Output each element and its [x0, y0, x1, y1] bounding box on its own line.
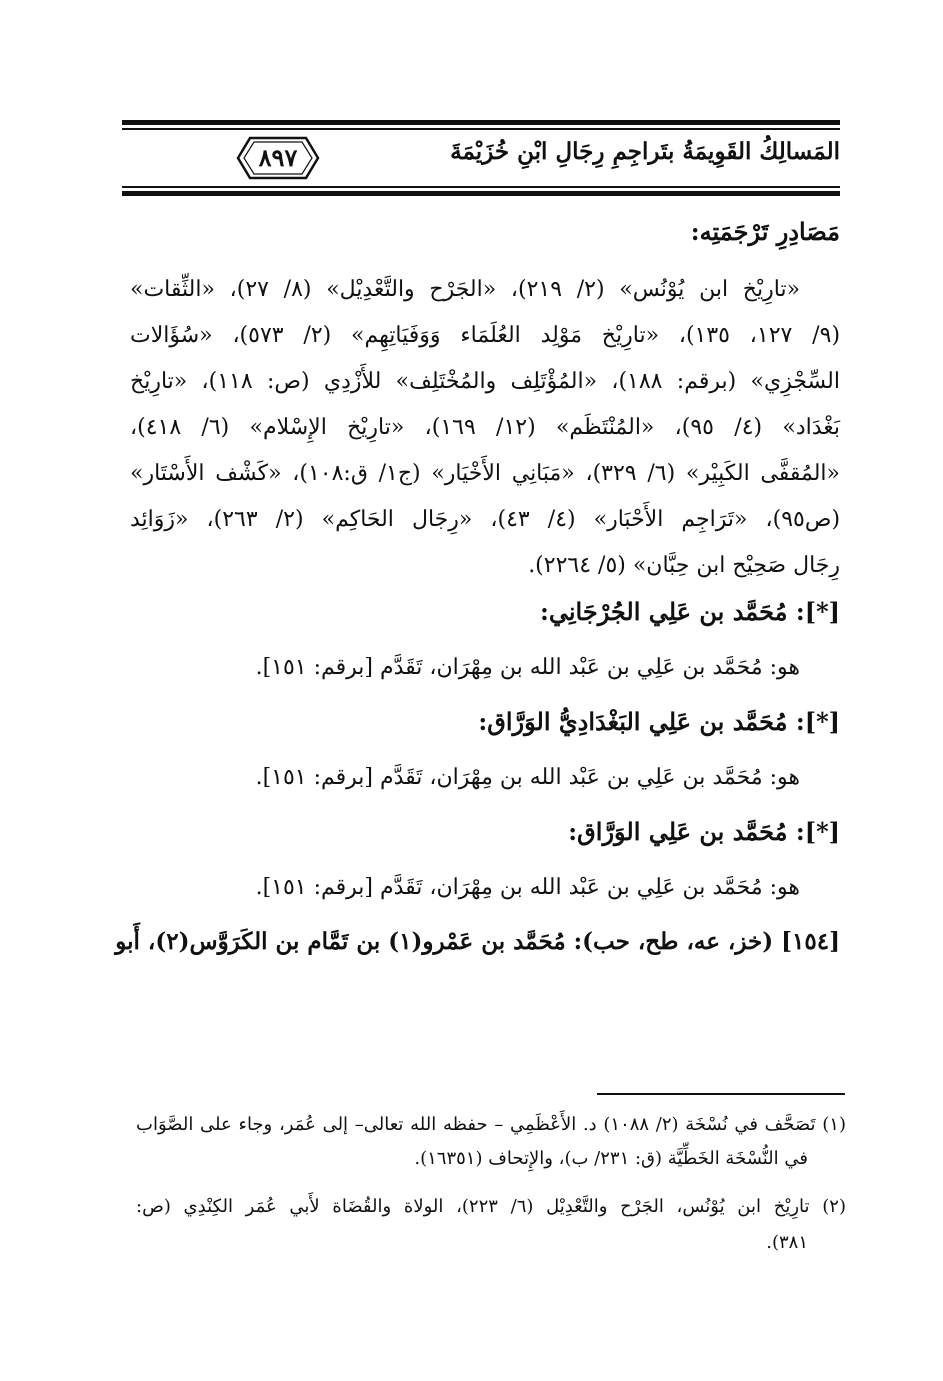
entry-heading: [*]: مُحَمَّد بن عَلِي الجُرْجَانِي: [540, 597, 840, 626]
header-rule-top-thin [122, 128, 840, 130]
footnote-2-line: ٣٨١). [766, 1232, 808, 1253]
sources-line: بَغْدَاد» (٤/ ٩٥)، «المُنْتَظَم» (١٢/ ١٦٩)، «تارِيْخ الإِسْلام» (٦/ ٤١٨)، [130, 415, 841, 440]
sources-line: «تارِيْخ ابن يُوْنُس» (٢/ ٢١٩)، «الجَرْح والتَّعْدِيْل» (٨/ ٢٧)، «الثِّقات» [130, 277, 801, 302]
entry-text: هو: مُحَمَّد بن عَلِي بن عَبْد الله بن مِهْرَان، تَقَدَّم [برقم: ١٥١]. [255, 655, 800, 680]
entry-heading: [*]: مُحَمَّد بن عَلِي البَغْدَادِيُّ الوَرَّاق: [478, 707, 840, 736]
header-rule-bottom [122, 191, 840, 196]
footnote-rule [597, 1093, 845, 1095]
header-rule-top [122, 120, 840, 125]
sources-line: (ص٩٥)، «تَرَاجِم الأَحْبَار» (٤/ ٤٣)، «رِجَال الحَاكِم» (٢/ ٢٦٣)، «زَوَائِد [130, 507, 841, 532]
page-number-ornament [236, 134, 320, 182]
running-title: المَسالِكُ القَوِيمَةُ بتَراجِمِ رِجَالِ ابْنِ خُزَيْمَةَ [450, 138, 840, 165]
sources-line: السِّجْزِي» (برقم: ١٨٨)، «المُؤْتَلِف والمُخْتَلِف» للأَزْدِي (ص: ١١٨)، «تارِيْخ [130, 369, 840, 394]
header-rule-bottom-thin [122, 186, 840, 188]
entry-text: هو: مُحَمَّد بن عَلِي بن عَبْد الله بن مِهْرَان، تَقَدَّم [برقم: ١٥١]. [255, 875, 800, 900]
footnote-2-line: (٢) تارِيْخ ابن يُوْنُس، الجَرْح والتَّعْدِيْل (٦/ ٢٢٣)، الولاة والقُضَاة لأَبي عُمَر الكِنْدِي (ص: [136, 1196, 846, 1217]
sources-line: «المُقفَّى الكَبِيْر» (٦/ ٣٢٩)، «مَبَانِي الأَخْيَار» (ج١/ ق:١٠٨)، «كَشْف الأَسْتَار» [130, 461, 841, 486]
footnote-1-line: (١) تَصَحَّف في نُسْخَة (٢/ ١٠٨٨) د. الأَعْظَمِي – حفظه الله تعالى– إلى عُمَر، وجاء على الصَّوَاب [136, 1114, 846, 1135]
entry-154-heading: [١٥٤] (خز، عه، طح، حب): مُحَمَّد بن عَمْرو(١) بن تَمَّام بن الكَرَوَّس(٢)، أَبو [115, 928, 840, 955]
footnote-1-line: في النُّسْخَة الخَطِّيَّة (ق: ٢٣١/ ب)، والإِتحاف (١٦٣٥١). [414, 1148, 808, 1169]
page-number: ٨٩٧ [258, 143, 298, 172]
sources-line: (٩/ ١٢٧، ١٣٥)، «تارِيْخ مَوْلِد العُلَمَاء وَوَفَيَاتِهِم» (٢/ ٥٧٣)، «سُؤَالات [130, 323, 841, 348]
entry-heading: [*]: مُحَمَّد بن عَلِي الوَرَّاق: [568, 817, 840, 846]
sources-heading: مَصَادِرِ تَرْجَمَتِه: [690, 217, 840, 246]
sources-line: رِجَال صَحِيْح ابن حِبَّان» (٥/ ٢٢٦٤). [528, 553, 840, 578]
entry-text: هو: مُحَمَّد بن عَلِي بن عَبْد الله بن مِهْرَان، تَقَدَّم [برقم: ١٥١]. [255, 765, 800, 790]
